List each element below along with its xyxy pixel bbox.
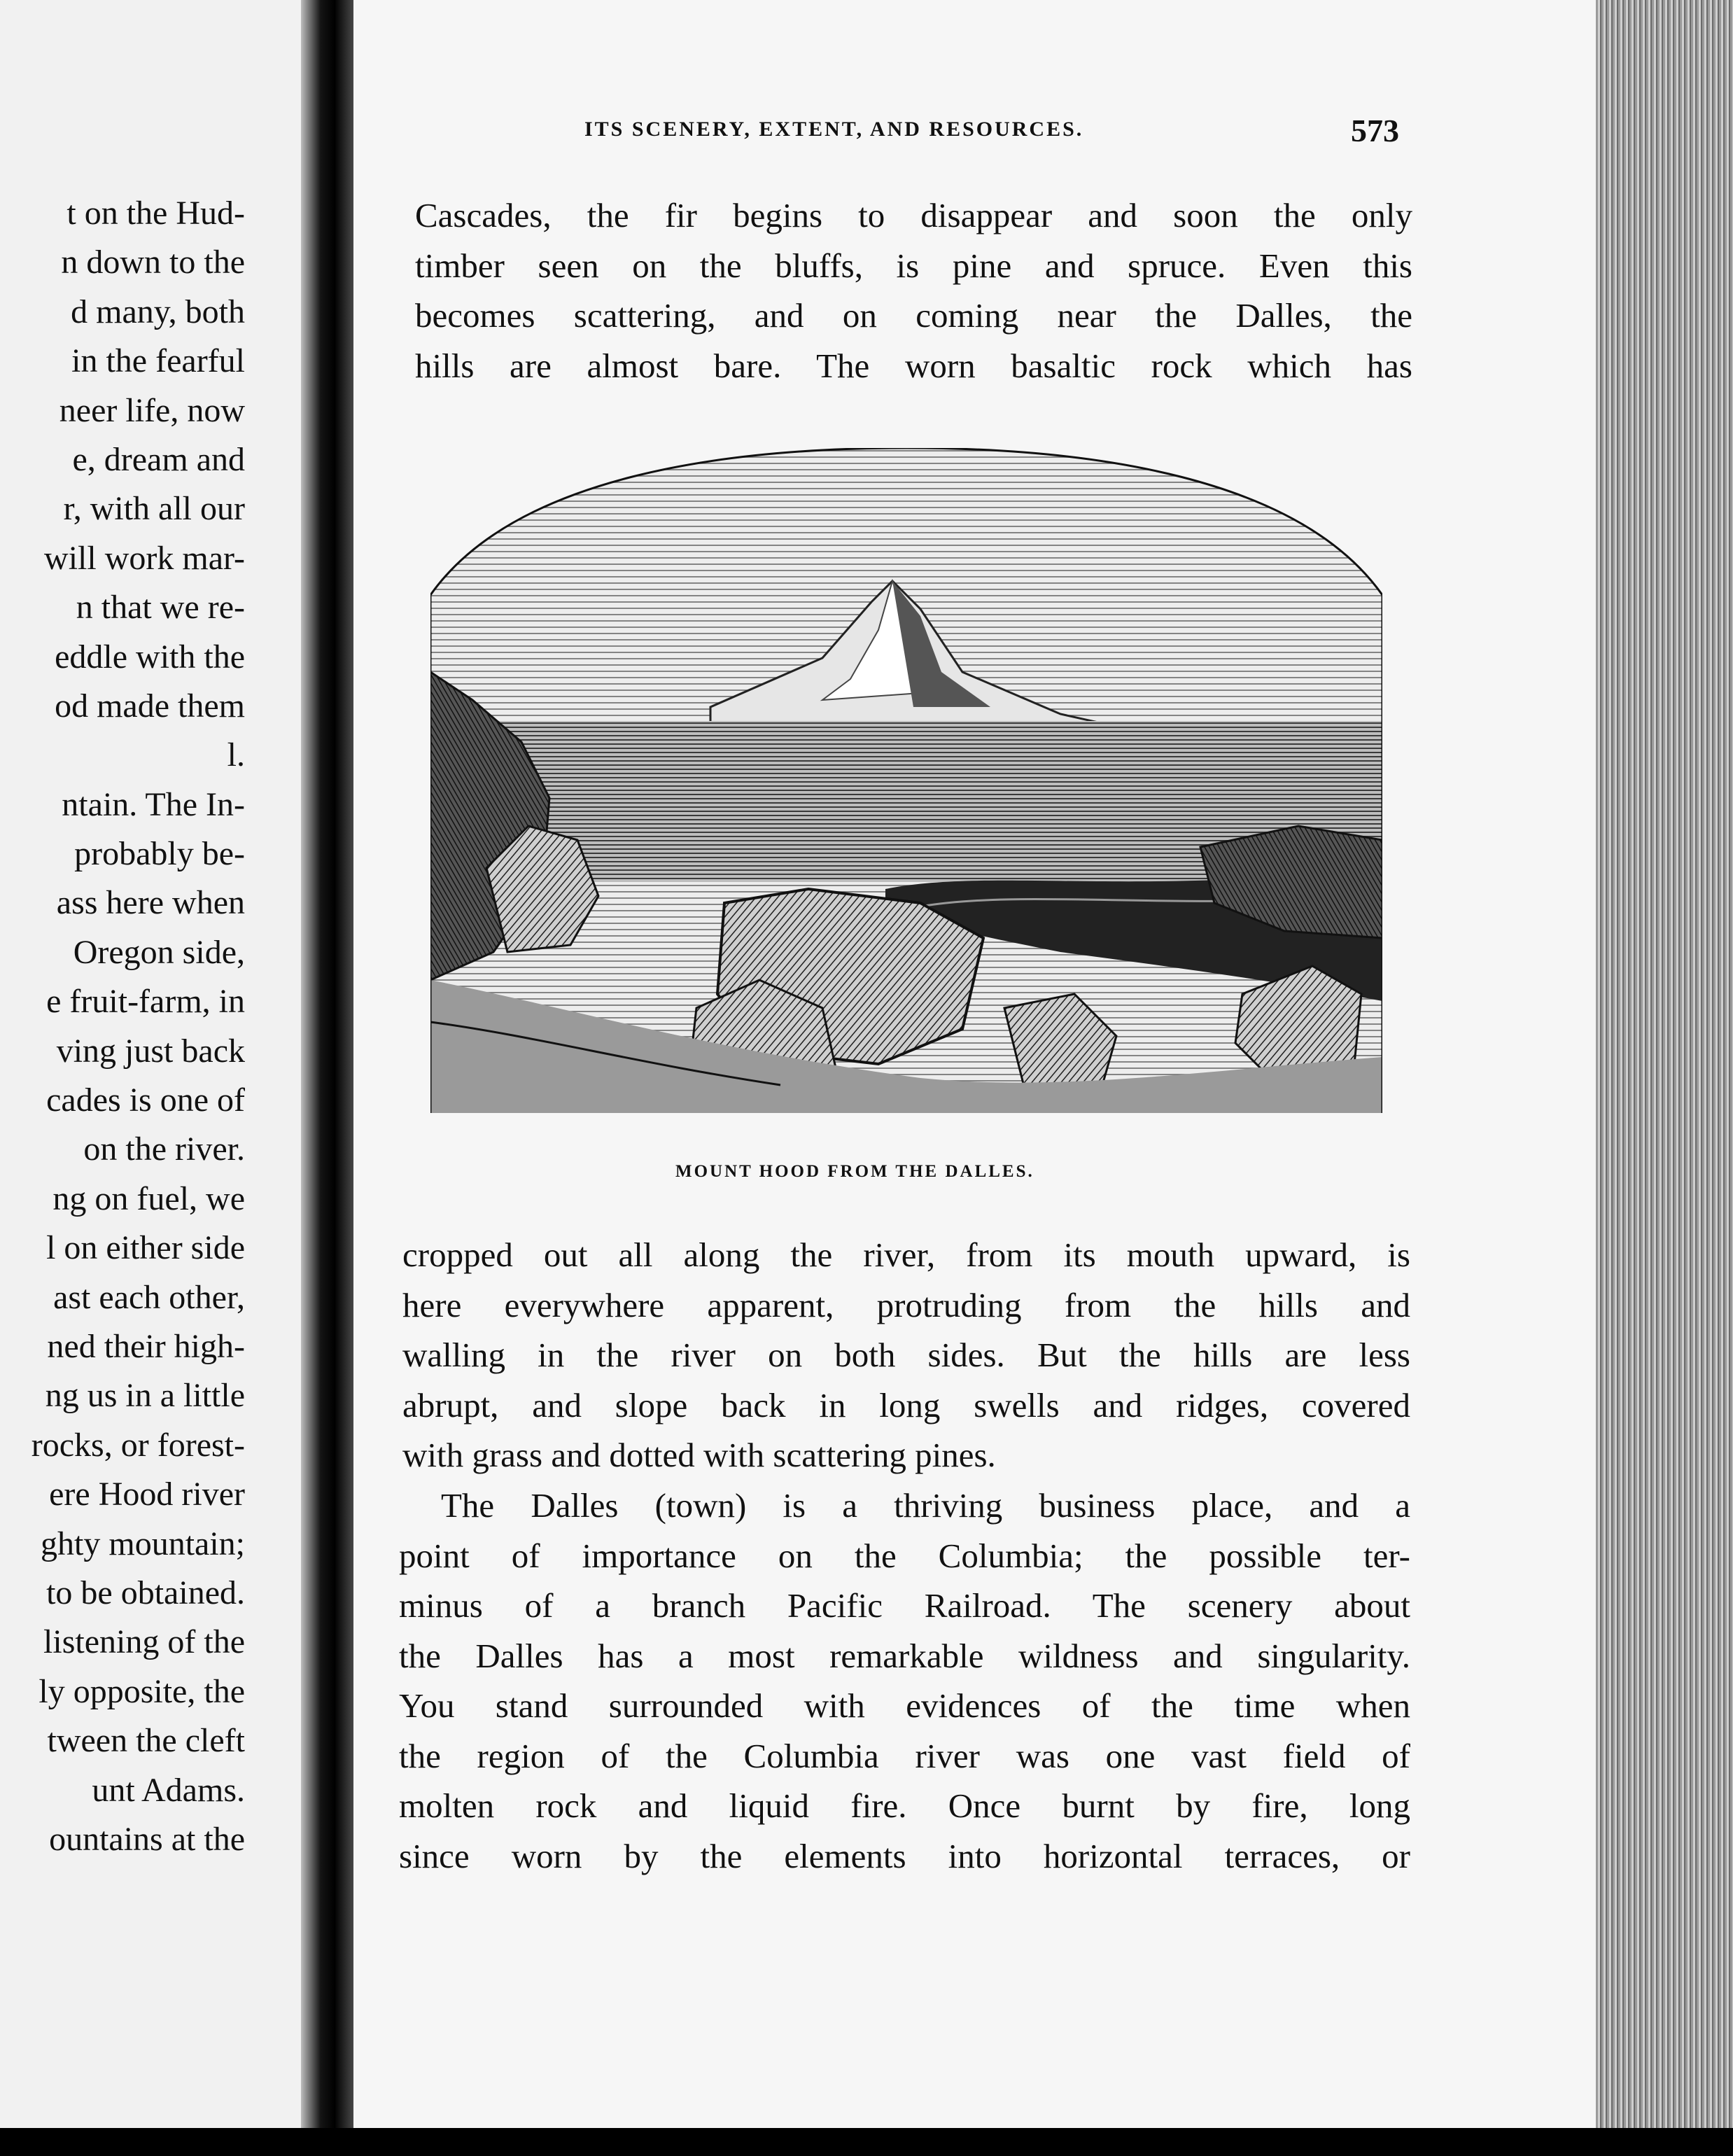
page-number: 573 [1351,113,1399,148]
text-line: The Dalles (town) is a thriving business place, and a [441,1486,1410,1525]
text-line: timber seen on the bluffs, is pine and spruce. Even this [415,246,1412,285]
text-line: walling in the river on both sides. But the hills are less [402,1336,1410,1374]
mountain-engraving-icon [430,448,1382,1113]
text-line: ere Hood river [49,1476,245,1513]
body-paragraph-2 [399,1480,1410,1881]
text-line: on the river. [83,1130,245,1168]
text-line: od made them [55,687,245,724]
text-line: with grass and dotted with scattering pines. [402,1436,996,1474]
left-facing-page [0,0,308,2128]
text-line: ned their high- [47,1327,245,1365]
book-spine-shadow [301,0,357,2135]
text-line: e fruit-farm, in [46,983,245,1021]
text-line: becomes scattering, and on coming near the Dalles, the [415,296,1412,335]
scan-border [0,2128,1733,2156]
text-line: Cascades, the fir begins to disappear and soon the only [415,196,1412,234]
text-line: cropped out all along the river, from its mouth upward, is [402,1236,1410,1274]
text-line: will work mar- [44,539,245,577]
text-line: molten rock and liquid fire. Once burnt by fire, long [399,1786,1410,1825]
text-line: the region of the Columbia river was one vast field of [399,1736,1410,1775]
text-line: ng us in a little [45,1377,245,1415]
text-line: tween the cleft [47,1722,245,1760]
text-line: e, dream and [72,440,245,478]
text-line: d many, both [71,293,245,330]
text-line: listening of the [43,1623,245,1661]
figure-caption: MOUNT HOOD FROM THE DALLES. [675,1162,1034,1181]
text-line: ving just back [56,1032,245,1070]
text-line: ass here when [56,884,245,922]
text-line: here everywhere apparent, protruding from the hills and [402,1285,1410,1324]
body-paragraph-1 [402,1230,1410,1480]
text-line: hills are almost bare. The worn basaltic rock which has [415,346,1412,385]
text-line: cades is one of [46,1082,245,1119]
text-line: in the fearful [71,342,245,380]
left-page-text [0,189,245,1864]
text-line: l. [227,736,245,774]
text-line: n that we re- [76,589,245,626]
text-line: to be obtained. [46,1574,245,1611]
text-line: abrupt, and slope back in long swells and ridges, covered [402,1385,1410,1424]
text-line: You stand surrounded with evidences of the time when [399,1686,1410,1725]
text-line: ghty mountain; [41,1525,245,1562]
text-line: n down to the [61,244,245,281]
running-head: ITS SCENERY, EXTENT, AND RESOURCES. [584,118,1084,141]
text-line: probably be- [74,835,245,873]
text-line: ountains at the [49,1820,245,1858]
top-paragraph [415,190,1412,391]
text-line: minus of a branch Pacific Railroad. The scenery about [399,1586,1410,1625]
page-edges [1596,0,1733,2132]
text-line: unt Adams. [92,1771,245,1809]
text-line: the Dalles has a most remarkable wildness and singularity. [399,1636,1410,1675]
text-line: ntain. The In- [62,785,245,823]
text-line: since worn by the elements into horizontal terraces, or [399,1836,1410,1875]
text-line: l on either side [46,1229,245,1267]
text-line: rocks, or forest- [31,1426,245,1464]
text-line: t on the Hud- [66,195,245,232]
text-line: ng on fuel, we [52,1180,245,1217]
text-line: Oregon side, [73,933,245,971]
text-line: eddle with the [55,638,245,676]
text-line: ly opposite, the [38,1672,245,1710]
text-line: ast each other, [53,1278,245,1316]
text-line: neer life, now [59,391,245,429]
text-line: point of importance on the Columbia; the possible ter- [399,1536,1410,1575]
text-line: r, with all our [63,490,245,528]
